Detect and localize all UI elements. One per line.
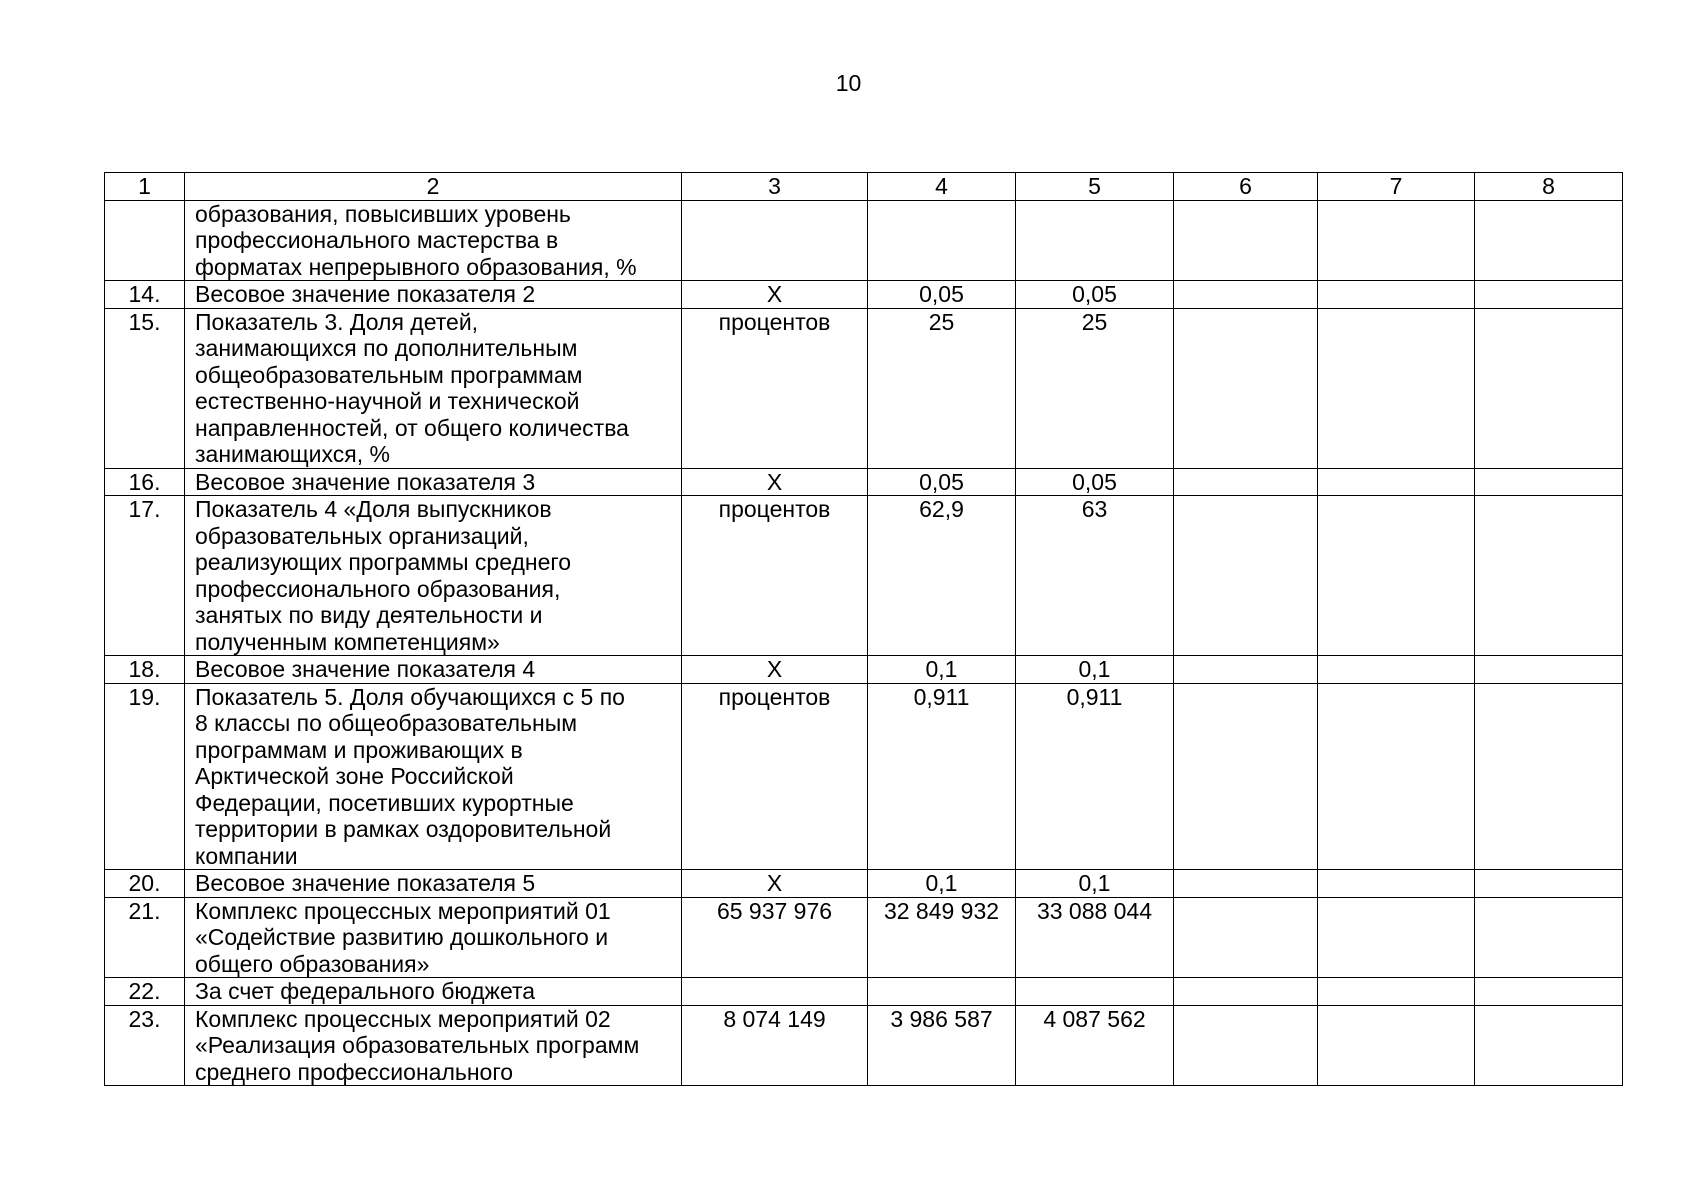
description-line: «Реализация образовательных программ [195, 1032, 640, 1058]
description-line: территории в рамках оздоровительной [195, 816, 612, 842]
column-header-5: 5 [1016, 173, 1174, 201]
cell-col-3: Х [682, 468, 868, 496]
cell-col-8 [1475, 1005, 1623, 1086]
row-number: 22. [105, 978, 185, 1006]
row-description [185, 656, 682, 684]
cell-col-6 [1174, 308, 1318, 468]
column-header-6: 6 [1174, 173, 1318, 201]
cell-col-4: 62,9 [868, 496, 1016, 656]
description-line: общего образования» [195, 950, 430, 977]
description-line: профессионального мастерства в [195, 227, 559, 253]
cell-col-8 [1475, 308, 1623, 468]
cell-col-3 [682, 200, 868, 281]
cell-col-3: процентов [682, 496, 868, 656]
cell-col-8 [1475, 978, 1623, 1006]
cell-col-5: 4 087 562 [1016, 1005, 1174, 1086]
cell-col-5: 0,1 [1016, 870, 1174, 898]
page-number: 10 [835, 70, 862, 96]
table-row [105, 870, 1623, 898]
cell-col-3: 8 074 149 [682, 1005, 868, 1086]
column-header-7: 7 [1318, 173, 1475, 201]
cell-col-5: 0,1 [1016, 656, 1174, 684]
table-row [105, 656, 1623, 684]
description-line: занятых по виду деятельности и [195, 602, 543, 628]
description-line: Арктической зоне Российской [195, 763, 514, 789]
row-number [105, 200, 185, 281]
column-header-4: 4 [868, 173, 1016, 201]
row-number: 23. [105, 1005, 185, 1086]
cell-col-5 [1016, 200, 1174, 281]
cell-col-5: 0,05 [1016, 468, 1174, 496]
cell-col-4: 0,1 [868, 656, 1016, 684]
row-number: 21. [105, 897, 185, 978]
cell-col-7 [1318, 683, 1475, 870]
cell-col-6 [1174, 656, 1318, 684]
cell-col-5 [1016, 978, 1174, 1006]
row-number: 18. [105, 656, 185, 684]
table-body [105, 173, 1623, 1086]
cell-col-5: 25 [1016, 308, 1174, 468]
cell-col-7 [1318, 468, 1475, 496]
cell-col-4: 25 [868, 308, 1016, 468]
table-row [105, 468, 1623, 496]
table-header-row [105, 173, 1623, 201]
table-row [105, 496, 1623, 656]
description-line: занимающихся, % [195, 441, 390, 467]
description-line: Весовое значение показателя 4 [195, 656, 536, 682]
cell-col-8 [1475, 496, 1623, 656]
cell-col-6 [1174, 496, 1318, 656]
description-line: Весовое значение показателя 5 [195, 870, 536, 896]
table-row [105, 683, 1623, 870]
cell-col-4: 0,05 [868, 281, 1016, 309]
row-description [185, 308, 682, 468]
cell-col-6 [1174, 468, 1318, 496]
row-description [185, 978, 682, 1006]
cell-col-3: Х [682, 870, 868, 898]
cell-col-4 [868, 978, 1016, 1006]
cell-col-8 [1475, 468, 1623, 496]
row-description [185, 200, 682, 281]
cell-col-7 [1318, 897, 1475, 978]
column-header-3: 3 [682, 173, 868, 201]
cell-col-5: 63 [1016, 496, 1174, 656]
cell-col-3: процентов [682, 683, 868, 870]
description-line: общеобразовательным программам [195, 361, 583, 388]
row-number: 16. [105, 468, 185, 496]
description-line: «Содействие развитию дошкольного и [195, 924, 609, 950]
cell-col-4: 0,911 [868, 683, 1016, 870]
row-number: 17. [105, 496, 185, 656]
cell-col-7 [1318, 200, 1475, 281]
cell-col-7 [1318, 1005, 1475, 1086]
description-line: занимающихся по дополнительным [195, 335, 578, 361]
cell-col-8 [1475, 897, 1623, 978]
cell-col-4: 0,1 [868, 870, 1016, 898]
cell-col-7 [1318, 496, 1475, 656]
row-number: 14. [105, 281, 185, 309]
cell-col-4: 32 849 932 [868, 897, 1016, 978]
cell-col-3: Х [682, 656, 868, 684]
cell-col-3 [682, 978, 868, 1006]
cell-col-7 [1318, 656, 1475, 684]
description-line: 8 классы по общеобразовательным [195, 710, 578, 736]
cell-col-7 [1318, 978, 1475, 1006]
description-line: реализующих программы среднего [195, 549, 572, 575]
cell-col-5: 0,05 [1016, 281, 1174, 309]
description-line: профессионального образования, [195, 575, 561, 602]
column-header-1: 1 [105, 173, 185, 201]
row-description [185, 496, 682, 656]
row-description [185, 683, 682, 870]
description-line: Комплекс процессных мероприятий 02 [195, 1005, 611, 1032]
row-description [185, 281, 682, 309]
cell-col-5: 33 088 044 [1016, 897, 1174, 978]
cell-col-5: 0,911 [1016, 683, 1174, 870]
cell-col-6 [1174, 870, 1318, 898]
row-number: 15. [105, 308, 185, 468]
cell-col-4: 3 986 587 [868, 1005, 1016, 1086]
description-line: образовательных организаций, [195, 522, 529, 549]
cell-col-6 [1174, 978, 1318, 1006]
description-line: образования, повысивших уровень [195, 200, 571, 227]
description-line: форматах непрерывного образования, % [195, 253, 637, 280]
description-line: естественно-научной и технической [195, 388, 580, 414]
row-number: 19. [105, 683, 185, 870]
column-header-8: 8 [1475, 173, 1623, 201]
row-description [185, 1005, 682, 1086]
cell-col-6 [1174, 200, 1318, 281]
description-line: Показатель 5. Доля обучающихся с 5 по [195, 683, 625, 710]
cell-col-6 [1174, 683, 1318, 870]
cell-col-4: 0,05 [868, 468, 1016, 496]
row-number: 20. [105, 870, 185, 898]
table-row [105, 281, 1623, 309]
cell-col-7 [1318, 281, 1475, 309]
description-line: Весовое значение показателя 2 [195, 281, 536, 307]
cell-col-7 [1318, 308, 1475, 468]
cell-col-3: 65 937 976 [682, 897, 868, 978]
cell-col-7 [1318, 870, 1475, 898]
table-row [105, 308, 1623, 468]
table-row [105, 200, 1623, 281]
row-description [185, 468, 682, 496]
description-line: направленностей, от общего количества [195, 414, 629, 441]
indicators-table [104, 172, 1623, 1086]
description-line: Показатель 4 «Доля выпускников [195, 496, 552, 522]
cell-col-8 [1475, 281, 1623, 309]
cell-col-4 [868, 200, 1016, 281]
cell-col-8 [1475, 870, 1623, 898]
description-line: Комплекс процессных мероприятий 01 [195, 897, 611, 924]
cell-col-3: Х [682, 281, 868, 309]
description-line: Федерации, посетивших курортные [195, 789, 574, 816]
description-line: полученным компетенциям» [195, 628, 500, 655]
description-line: программам и проживающих в [195, 736, 523, 763]
cell-col-3: процентов [682, 308, 868, 468]
cell-col-6 [1174, 281, 1318, 309]
description-line: Весовое значение показателя 3 [195, 468, 536, 495]
cell-col-8 [1475, 200, 1623, 281]
table-row [105, 897, 1623, 978]
description-line: За счет федерального бюджета [195, 978, 536, 1004]
description-line: Показатель 3. Доля детей, [195, 308, 479, 335]
cell-col-8 [1475, 656, 1623, 684]
cell-col-6 [1174, 1005, 1318, 1086]
row-description [185, 897, 682, 978]
table-row [105, 1005, 1623, 1086]
description-line: среднего профессионального [195, 1058, 514, 1085]
cell-col-6 [1174, 897, 1318, 978]
cell-col-8 [1475, 683, 1623, 870]
description-line: компании [195, 842, 298, 869]
table-row [105, 978, 1623, 1006]
row-description [185, 870, 682, 898]
column-header-2: 2 [185, 173, 682, 201]
